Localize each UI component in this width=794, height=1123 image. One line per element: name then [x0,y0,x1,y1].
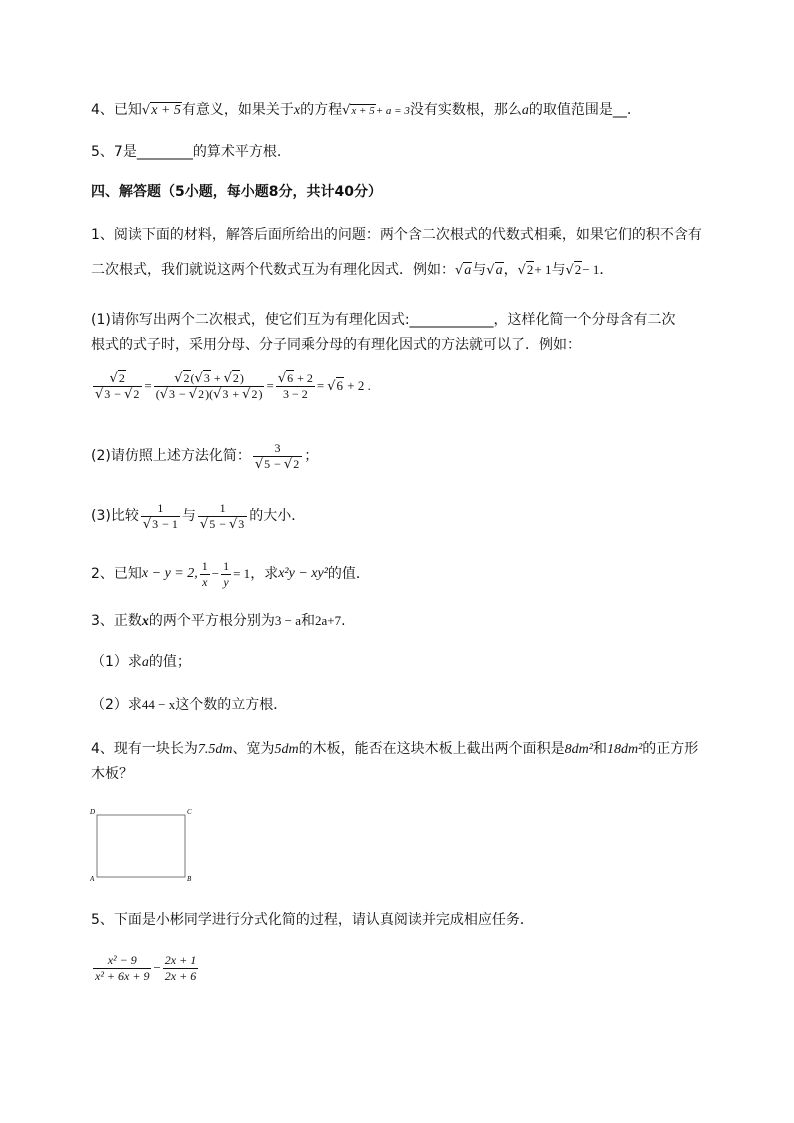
sqrt-symbol: √ [342,103,351,118]
q4-eq-radicand: x + 5 [351,105,375,117]
p3-prefix: 3、正数 [91,613,142,629]
section-title: 四、解答题（5小题，每小题8分，共计40分） [91,184,382,200]
problem-5: 5、下面是小彬同学进行分式化简的过程，请认真阅读并完成相应任务． [91,912,534,928]
fraction: $\frac{1}{√3 - 1}$ [142,500,178,532]
sub2-text: (2)请仿照上述方法化简： [91,448,251,464]
den-a: 5 [264,456,271,471]
sub3-end: 的大小． [249,508,306,524]
p4-prefix: 4、现有一块长为 [91,741,198,757]
num: 1 [201,558,208,573]
num: 1 [198,501,247,517]
sqrt-symbol: √ [517,263,526,278]
p3-l3-prefix: （2）求 [91,697,142,713]
den-t: − 1 [162,516,178,531]
question-4-fill [91,101,631,120]
p3-e1: 3 − a [274,613,302,628]
vertex-label-d: D [90,808,96,816]
equals: = [144,378,152,393]
num-b: 3 [203,370,210,385]
p2-expr: x²y − xy² [278,566,328,581]
q4-text-2: 的方程 [300,102,343,118]
p1-yu: 与 [472,262,487,278]
p3-l2-prefix: （1）求 [91,654,142,670]
p1-comma: ， [503,262,518,278]
q4-eq-tail: + a = 3 [375,105,410,117]
num: x² − 9 [93,953,151,969]
p5-formula [91,948,200,988]
q4-tail: 的取值范围是__. [528,102,632,118]
fraction [93,953,151,984]
p1-sub2 [91,436,318,476]
q4-radicand: x + 5 [151,103,181,118]
vertex-label-c: C [187,808,192,816]
den-a: 3 [104,386,111,401]
q4-text-3: 没有实数根，那么 [409,102,522,118]
den: y [223,574,229,589]
fraction: $\frac{3}{√5 - √2}$ [253,441,302,472]
p1-sub1-line2: 根式的式子时，采用分母、分子同乘分母的有理化因式的方法就可以了．例如： [91,337,581,353]
p2-tail: 的值． [327,566,370,582]
p3-x: x [141,614,149,629]
p4-tail: 的正方形 [642,741,699,757]
minus: − [153,960,161,975]
q4-text-1: 有意义，如果关于 [181,102,294,118]
p3-e2: 2a+7 [315,613,342,628]
equals: = [266,378,274,393]
den-3: 2 [251,386,258,401]
den-b: 2 [133,386,140,401]
problem-3-line1 [91,612,346,631]
formula-end: . [367,377,371,393]
den: x² + 6x + 9 [95,968,150,983]
num: 1 [141,501,180,517]
result-r: 6 [336,377,344,393]
p1-plus1: + 1 [534,262,552,277]
problem-3-line3 [91,696,287,714]
rectangle-figure [88,804,198,884]
p4-mid2: 的木板，能否在这块木板上截出两个面积是 [298,741,565,757]
fraction: $\frac{√2}{√3 - √2}$ [93,371,142,402]
sqrt-symbol: √ [141,103,151,118]
num-a: 2 [183,370,190,385]
sqrt-symbol: √ [565,263,574,278]
num: 2x + 1 [164,952,197,967]
p3-mid: 的两个平方根分别为 [148,613,275,629]
fraction: $\frac{1}{√5 - √3}$ [198,501,247,532]
sqrt-symbol: √ [486,263,495,278]
question-5-fill: 5、7是________的算术平方根. [91,144,282,160]
equals: = [316,378,325,393]
den-1: 2 [198,386,205,401]
q4-var-a: a [521,103,529,118]
p2-prefix: 2、已知 [91,566,142,582]
p1-ex-a1: a [464,263,472,278]
p4-mid1: 、宽为 [232,741,275,757]
den-r: 3 [152,516,159,531]
den-2: 3 [222,386,229,401]
den-b: 2 [293,456,300,471]
p2-cond1: x − y = 2, [141,566,198,581]
p4-area2: 18dm² [606,742,643,757]
num-t: + 2 [297,370,313,385]
p1-intro-line1: 1、阅读下面的材料，解答后面所给出的问题：两个含二次根式的代数式相乘，如果它们的积不含有 [91,227,702,243]
fraction: $\frac{√2(√3 + √2)}{(√3 - √2)(√3 + √2)}$ [155,370,263,402]
den-0: 3 [169,386,176,401]
p1-ex-a2: a [495,263,503,278]
problem-4-line2: 木板？ [91,766,133,782]
sqrt-symbol: √ [455,263,464,278]
fraction [163,953,198,984]
sub2-end: ； [304,448,319,464]
den-b: 3 [238,516,245,531]
den-a: 5 [209,516,216,531]
p4-len: 7.5dm [197,742,233,757]
p3-a: a [141,655,149,670]
vertex-label-a: A [90,875,95,883]
p1-yu2: 与 [551,262,566,278]
p1-intro-text: 二次根式，我们就说这两个代数式互为有理化因式．例如： [91,262,455,278]
p1-minus1: − 1 [582,262,600,277]
num-c: 2 [232,370,239,385]
p1-ex-b2: 2 [574,262,582,277]
p3-l3-expr: 44 − x [141,697,176,712]
p4-and: 和 [592,741,607,757]
p1-intro-line2 [91,261,613,280]
p3-and: 和 [301,613,316,629]
p3-end: . [341,613,346,629]
fraction [221,559,231,590]
q4-var-x: x [293,103,301,118]
minus: − [211,566,220,581]
problem-2 [91,554,370,594]
num: 2 [118,370,125,385]
num: 1 [223,558,230,573]
den: 2x + 6 [164,968,197,983]
p1-example-formula: $\frac{√2}{√3 - √2}$ = $\frac{√2(√3 + √2)}{(√3 - √2)(√3 + √2)}$ = $\frac{√6 + 2}{3 - 2}$ = √6 + 2 . [95,370,371,402]
den: x [202,574,208,589]
p1-sub3 [91,496,305,536]
den: 3 − 2 [282,386,308,401]
fraction: $\frac{√6 + 2}{3 - 2}$ [277,370,313,401]
vertex-label-b: B [187,875,192,883]
p1-end: ． [599,262,614,278]
p3-l2-end: 的值； [148,654,191,670]
problem-3-line2 [91,653,191,672]
p2-mid: ，求 [250,566,279,582]
q4-prefix: 4、已知 [91,102,142,118]
p1-ex-b1: 2 [526,262,534,277]
p1-sub1-line1: (1)请你写出两个二次根式，使它们互为有理化因式:____________，这样化简一个分母含有二次 [91,312,676,328]
board-rectangle [97,815,185,877]
p4-area1: 8dm² [564,742,593,757]
p2-eq: = 1 [233,566,251,581]
result-t: + 2 [347,377,365,393]
p4-wid: 5dm [274,742,299,757]
num: 3 [253,441,302,457]
sub3-mid: 与 [181,508,196,524]
p3-l3-end: 这个数的立方根． [175,697,288,713]
num-r: 6 [287,370,294,385]
sub3-text: (3)比较 [91,508,139,524]
fraction [200,559,210,590]
problem-4-line1 [91,740,698,759]
